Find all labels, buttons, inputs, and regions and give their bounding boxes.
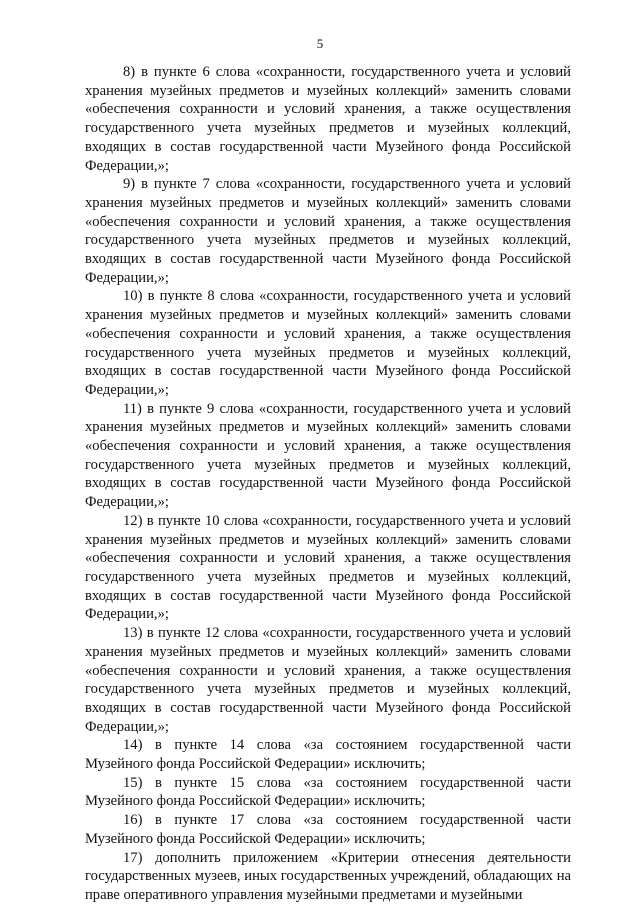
page-number: 5 — [316, 36, 324, 51]
paragraph-item-10: 10) в пункте 8 слова «сохранности, государственного учета и условий хранения музейных предметов и музейных коллекций» заменить словами «обеспечения сохранности и условий хранения, а также осуществления государственного учета музейных предметов и музейных коллекций, входящих в состав государственной части Музейного фонда Российской Федерации,»; — [85, 288, 571, 398]
document-body — [85, 63, 571, 905]
paragraph-item-13: 13) в пункте 12 слова «сохранности, государственного учета и условий хранения музейных предметов и музейных коллекций» заменить словами «обеспечения сохранности и условий хранения, а также осуществления государственного учета музейных предметов и музейных коллекций, входящих в состав государственной части Музейного фонда Российской Федерации,»; — [85, 625, 571, 735]
paragraph-item-11: 11) в пункте 9 слова «сохранности, государственного учета и условий хранения музейных предметов и музейных коллекций» заменить словами «обеспечения сохранности и условий хранения, а также осуществления государственного учета музейных предметов и музейных коллекций, входящих в состав государственной части Музейного фонда Российской Федерации,»; — [85, 400, 571, 511]
paragraph-item-12: 12) в пункте 10 слова «сохранности, государственного учета и условий хранения музейных предметов и музейных коллекций» заменить словами «обеспечения сохранности и условий хранения, а также осуществления государственного учета музейных предметов и музейных коллекций, входящих в состав государственной части Музейного фонда Российской Федерации,»; — [85, 512, 571, 623]
paragraph-item-17: 17) дополнить приложением «Критерии отнесения деятельности государственных музеев, иных государственных учреждений, обладающих на праве оперативного управления музейными предметами и музейными — [85, 849, 571, 903]
paragraph-item-14: 14) в пункте 14 слова «за состоянием государственной части Музейного фонда Российской Федерации» исключить; — [85, 737, 571, 773]
paragraph-item-9: 9) в пункте 7 слова «сохранности, государственного учета и условий хранения музейных предметов и музейных коллекций» заменить словами «обеспечения сохранности и условий хранения, а также осуществления государственного учета музейных предметов и музейных коллекций, входящих в состав государственной части Музейного фонда Российской Федерации,»; — [85, 176, 571, 286]
paragraph-item-15: 15) в пункте 15 слова «за состоянием государственной части Музейного фонда Российской Федерации» исключить; — [85, 774, 571, 810]
paragraph-item-8: 8) в пункте 6 слова «сохранности, государственного учета и условий хранения музейных предметов и музейных коллекций» заменить словами «обеспечения сохранности и условий хранения, а также осуществления государственного учета музейных предметов и музейных коллекций, входящих в состав государственной части Музейного фонда Российской Федерации,»; — [85, 64, 571, 174]
paragraph-item-16: 16) в пункте 17 слова «за состоянием государственной части Музейного фонда Российской Федерации» исключить; — [85, 812, 571, 847]
